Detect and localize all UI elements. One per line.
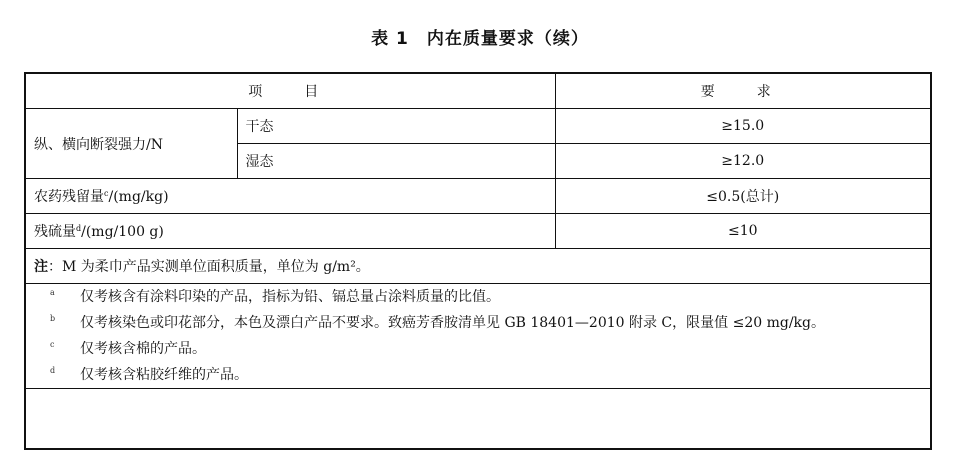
dry-label: 干态 — [237, 109, 555, 144]
header-requirement: 要 求 — [555, 74, 930, 109]
footnotes-cell — [26, 284, 930, 389]
header-item: 项 目 — [26, 74, 555, 109]
pesticide-unit: /(mg/kg) — [108, 189, 169, 205]
footnote-mark: b — [50, 314, 56, 323]
dry-value: ≥15.0 — [555, 109, 930, 144]
pesticide-cell — [26, 179, 555, 214]
table-row — [26, 109, 930, 144]
footnote-d — [34, 362, 922, 388]
header-row — [26, 74, 930, 109]
pesticide-value: ≤0.5(总计) — [555, 179, 930, 214]
pesticide-footnote-mark: c — [104, 189, 109, 198]
quality-table — [24, 72, 932, 450]
sulfur-label: 残硫量 — [34, 224, 76, 240]
table-row — [26, 214, 930, 249]
sulfur-value: ≤10 — [555, 214, 930, 249]
strength-label: 纵、横向断裂强力/N — [26, 109, 237, 179]
footnote-text: 仅考核含有涂料印染的产品，指标为铅、镉总量占涂料质量的比值。 — [80, 289, 500, 305]
note-row — [26, 249, 930, 284]
footnote-text: 仅考核染色或印花部分，本色及漂白产品不要求。致癌芳香胺清单见 GB 18401—2010 附录 C，限量值 ≤20 mg/kg。 — [80, 315, 825, 331]
footnote-b — [34, 310, 922, 336]
table-title: 表 1 内在质量要求（续） — [371, 29, 589, 49]
pesticide-label: 农药残留量 — [34, 189, 104, 205]
footnote-text: 仅考核含棉的产品。 — [80, 341, 206, 357]
note-label: 注 — [34, 259, 48, 275]
table-row — [26, 179, 930, 214]
footnotes-row — [26, 284, 930, 389]
requirements-table — [26, 74, 930, 389]
footnote-c — [34, 336, 922, 362]
wet-value: ≥12.0 — [555, 144, 930, 179]
note-text: ：M 为柔巾产品实测单位面积质量，单位为 g/m²。 — [48, 259, 370, 275]
footnote-mark: c — [50, 340, 55, 349]
footnote-text: 仅考核含粘胶纤维的产品。 — [80, 367, 248, 383]
sulfur-unit: /(mg/100 g) — [81, 224, 164, 240]
footnote-mark: a — [50, 288, 55, 297]
footnote-a — [34, 284, 922, 310]
wet-label: 湿态 — [237, 144, 555, 179]
footnote-mark: d — [50, 366, 56, 375]
sulfur-footnote-mark: d — [76, 224, 82, 233]
sulfur-cell — [26, 214, 555, 249]
note-cell — [26, 249, 930, 284]
